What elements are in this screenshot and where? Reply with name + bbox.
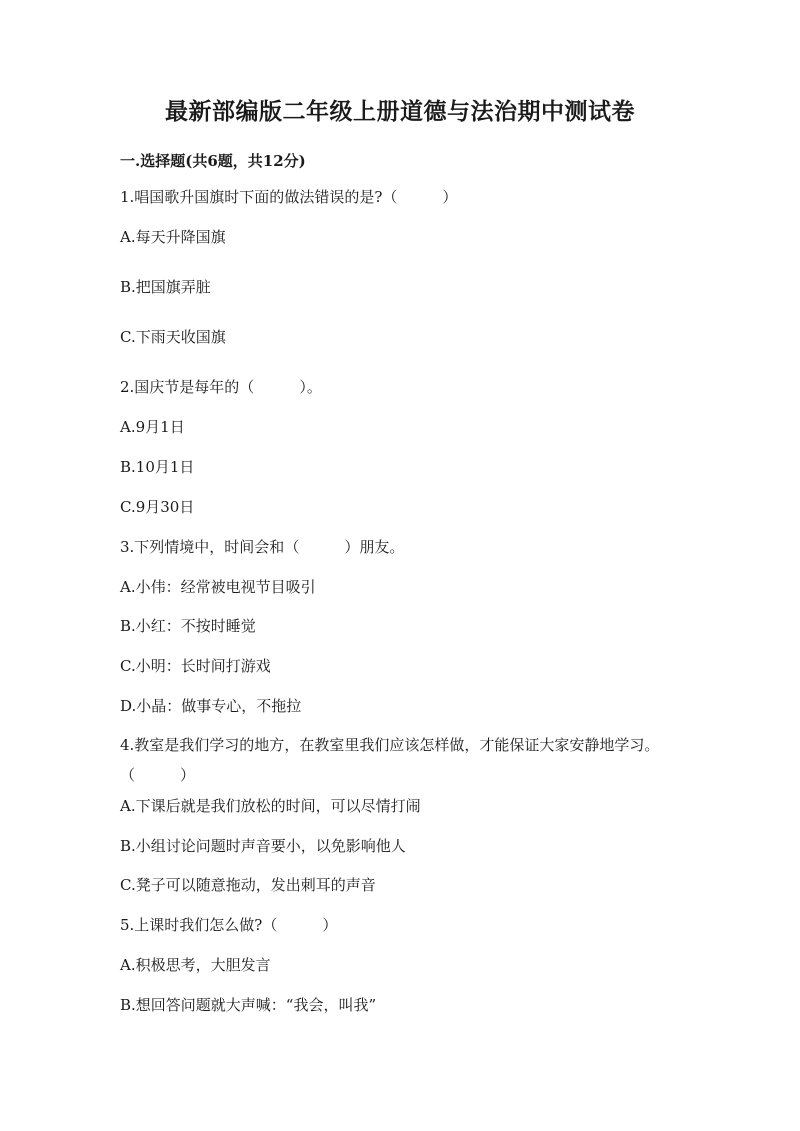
question-1-stem: 1.唱国歌升国旗时下面的做法错误的是?（ ） xyxy=(120,188,458,206)
question-2-option-a: A.9月1日 xyxy=(120,418,185,436)
question-4-stem: 4.教室是我们学习的地方，在教室里我们应该怎样做，才能保证大家安静地学习。（ ） xyxy=(120,736,660,784)
question-2-option-c: C.9月30日 xyxy=(120,498,195,516)
question-1-option-b: B.把国旗弄脏 xyxy=(120,278,211,296)
exam-title: 最新部编版二年级上册道德与法治期中测试卷 xyxy=(165,98,635,125)
question-5-option-b: B.想回答问题就大声喊：“我会，叫我” xyxy=(120,996,377,1014)
question-3-stem: 3.下列情境中，时间会和（ ）朋友。 xyxy=(120,538,405,556)
question-2-option-b: B.10月1日 xyxy=(120,458,195,476)
question-4-option-a: A.下课后就是我们放松的时间，可以尽情打闹 xyxy=(120,797,421,815)
question-3-option-c: C.小明：长时间打游戏 xyxy=(120,657,271,675)
question-4-option-b: B.小组讨论问题时声音要小，以免影响他人 xyxy=(120,837,406,855)
question-4-option-c: C.凳子可以随意拖动，发出刺耳的声音 xyxy=(120,876,376,894)
question-3-option-b: B.小红：不按时睡觉 xyxy=(120,617,256,635)
question-2-stem: 2.国庆节是每年的（ ）。 xyxy=(120,378,322,396)
question-5-stem: 5.上课时我们怎么做?（ ） xyxy=(120,916,338,934)
question-1-option-a: A.每天升降国旗 xyxy=(120,228,226,246)
section-heading: 一.选择题(共6题，共12分) xyxy=(120,152,306,170)
question-5-option-a: A.积极思考，大胆发言 xyxy=(120,956,271,974)
question-3-option-d: D.小晶：做事专心，不拖拉 xyxy=(120,697,302,715)
question-3-option-a: A.小伟：经常被电视节目吸引 xyxy=(120,578,316,596)
question-1-option-c: C.下雨天收国旗 xyxy=(120,328,226,346)
